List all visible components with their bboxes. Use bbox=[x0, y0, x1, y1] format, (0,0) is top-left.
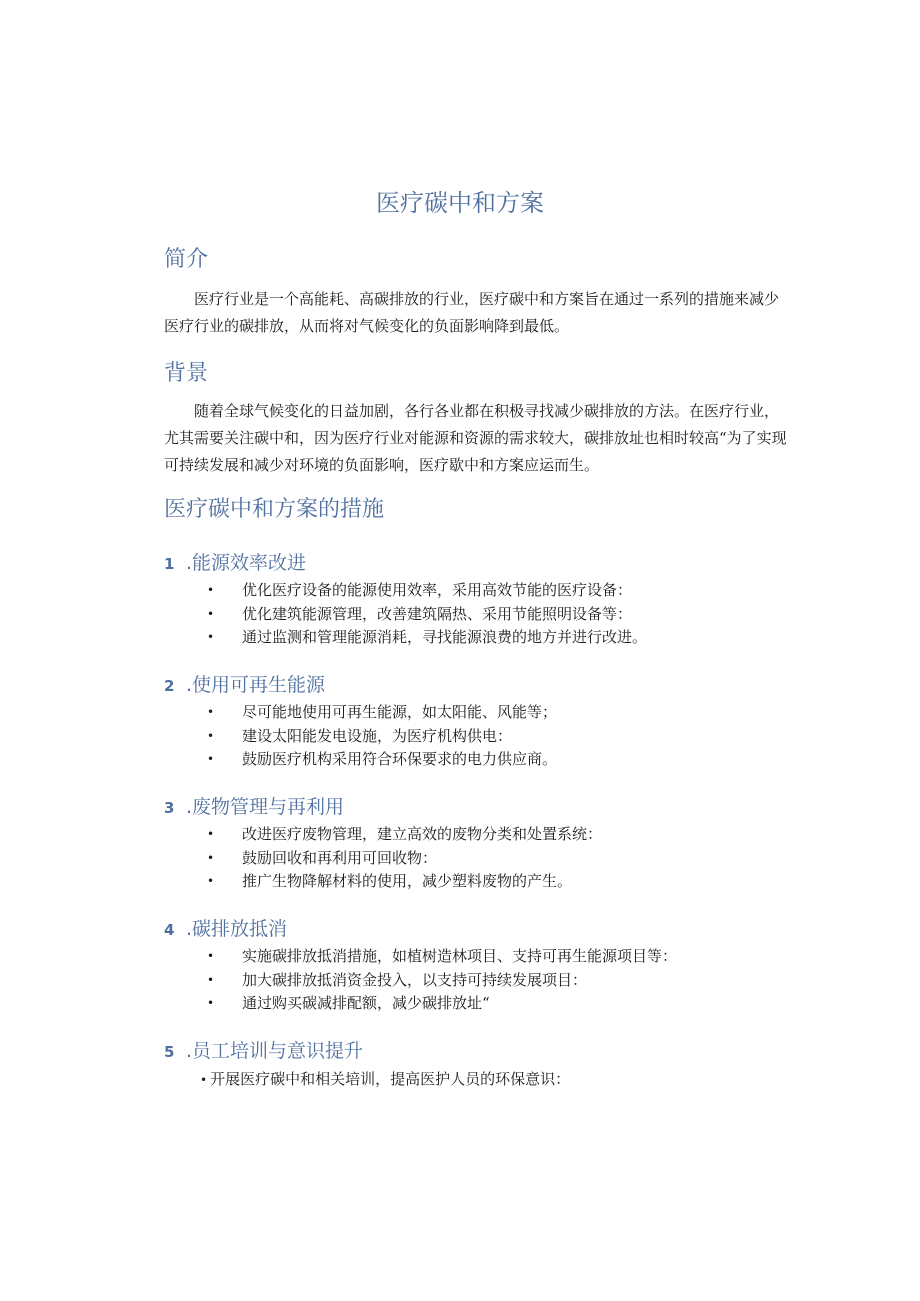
measure-heading-1 bbox=[164, 550, 306, 577]
list-item bbox=[200, 701, 557, 725]
list-item bbox=[200, 1068, 570, 1092]
list-item bbox=[200, 626, 647, 650]
bullet-icon: • bbox=[207, 728, 215, 743]
list-item bbox=[200, 969, 677, 993]
bullet-icon: • bbox=[207, 583, 215, 597]
bullet-icon: • bbox=[207, 827, 215, 841]
measure-number: 3 bbox=[164, 799, 175, 817]
section-heading-background: 背景 bbox=[164, 361, 209, 386]
list-item-text: 通过监测和管理能源消耗，寻找能源浪费的地方并进行改进。 bbox=[242, 628, 648, 646]
document-title: 医疗碳中和方案 bbox=[376, 189, 544, 217]
list-item bbox=[200, 603, 647, 627]
bullet-icon: • bbox=[207, 606, 215, 621]
measure-list-1 bbox=[200, 579, 647, 650]
background-paragraph-text: 随着全球气候变化的日益加剧，各行各业都在积极寻找减少碳排放的方法。在医疗行业，尤其需要关注碳中和，因为医疗行业对能源和资源的需求较大，碳排放址也相时较高“为了实现可持续发展和减少对环境的负面影响，医疗歇中和方案应运而生。 bbox=[164, 402, 787, 474]
intro-paragraph-text: 医疗行业是一个高能耗、高碳排放的行业，医疗碳中和方案旨在通过一系列的措施来减少医疗行业的碳排放，从而将对气候变化的负面影响降到最低。 bbox=[164, 290, 780, 335]
list-item-text: 推广生物降解材料的使用，减少塑料废物的产生。 bbox=[242, 872, 573, 890]
bullet-icon: • bbox=[207, 949, 215, 963]
measure-list-2 bbox=[200, 701, 557, 772]
measure-number: 1 bbox=[164, 555, 175, 573]
measure-heading-3 bbox=[164, 794, 344, 821]
bullet-icon: • bbox=[207, 630, 215, 644]
list-item bbox=[200, 748, 557, 772]
bullet-icon: • bbox=[207, 850, 215, 865]
list-item bbox=[200, 847, 602, 871]
measure-heading-5 bbox=[164, 1038, 363, 1065]
list-item-text: 改进医疗废物管理，建立高效的废物分类和处置系统： bbox=[242, 825, 603, 843]
list-item bbox=[200, 945, 677, 969]
measure-heading-2 bbox=[164, 672, 325, 699]
measure-number: 5 bbox=[164, 1043, 175, 1061]
list-item-text: 优化医疗设备的能源使用效率，采用高效节能的医疗设备： bbox=[242, 581, 633, 599]
measure-list-5 bbox=[200, 1068, 570, 1092]
measure-title: .能源效率改进 bbox=[186, 552, 307, 574]
measure-title: .碳排放抵消 bbox=[186, 918, 288, 940]
list-item-text: 尽可能地使用可再生能源，如太阳能、风能等； bbox=[242, 703, 558, 721]
measure-list-4 bbox=[200, 945, 677, 1016]
bullet-icon: • bbox=[207, 705, 215, 719]
section-heading-measures: 医疗碳中和方案的措施 bbox=[164, 497, 385, 522]
bullet-icon: • bbox=[207, 874, 215, 888]
list-item bbox=[200, 823, 602, 847]
list-item-text: 实施碳排放抵消措施，如植树造林项目、支持可再生能源项目等： bbox=[242, 947, 678, 965]
section-heading-intro: 简介 bbox=[164, 247, 209, 272]
measure-title: .废物管理与再利用 bbox=[186, 796, 345, 818]
bullet-icon: • bbox=[207, 972, 215, 987]
list-item-text: 建设太阳能发电设施，为医疗机构供电： bbox=[242, 726, 513, 745]
bullet-icon: • bbox=[207, 752, 215, 766]
measure-number: 4 bbox=[164, 921, 175, 939]
list-item bbox=[200, 992, 677, 1016]
list-item-text: 通过购买碳减排配额，减少碳排放址“ bbox=[242, 994, 490, 1012]
list-item-text: 鼓励回收和再利用可回收物： bbox=[242, 848, 438, 867]
measure-title: .员工培训与意识提升 bbox=[186, 1040, 364, 1062]
list-item-text: 优化建筑能源管理，改善建筑隔热、采用节能照明设备等： bbox=[242, 604, 633, 623]
measure-title: .使用可再生能源 bbox=[186, 674, 326, 696]
bullet-icon: • bbox=[200, 1073, 208, 1087]
background-paragraph bbox=[164, 398, 790, 479]
measure-heading-4 bbox=[164, 916, 287, 943]
list-item-text: 鼓励医疗机构采用符合环保要求的电力供应商。 bbox=[242, 750, 558, 768]
list-item-text: 加大碳排放抵消资金投入，以支持可持续发展项目： bbox=[242, 970, 588, 989]
list-item bbox=[200, 870, 602, 894]
list-item bbox=[200, 725, 557, 749]
list-item bbox=[200, 579, 647, 603]
intro-paragraph bbox=[164, 286, 790, 340]
measure-list-3 bbox=[200, 823, 602, 894]
measure-number: 2 bbox=[164, 677, 175, 695]
bullet-icon: • bbox=[207, 996, 215, 1010]
list-item-text: 开展医疗碳中和相关培训，提高医护人员的环保意识： bbox=[210, 1070, 571, 1088]
